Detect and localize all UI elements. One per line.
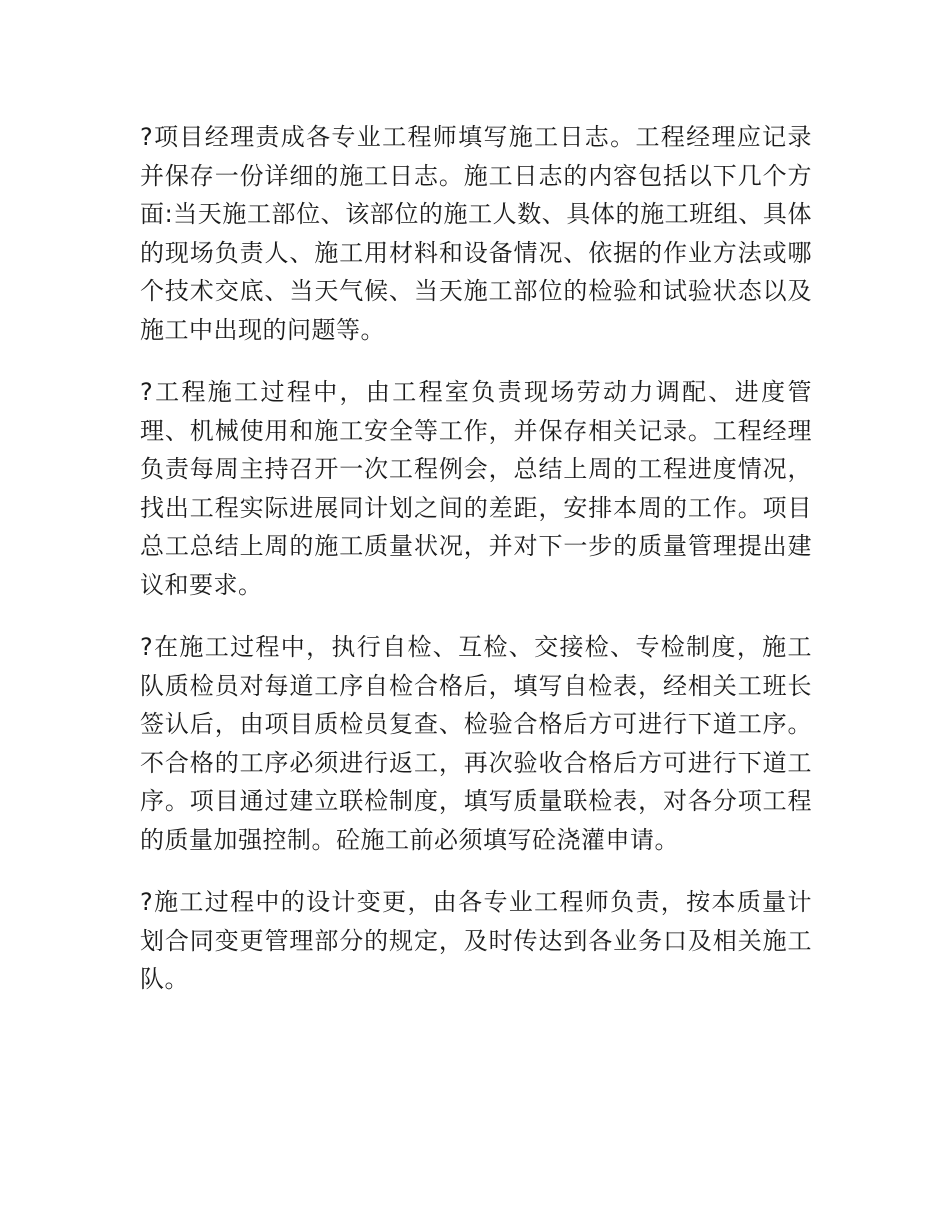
paragraph-inspection-system: ?在施工过程中，执行自检、互检、交接检、专检制度，施工队质检员对每道工序自检合格后，填写自检表，经相关工班长签认后，由项目质检员复查、检验合格后方可进行下道工序。不合格的工序必须进行返工，再次验收合格后方可进行下道工序。项目通过建立联检制度，填写质量联检表，对各分项工程的质量加强控制。砼施工前必须填写砼浇灌申请。 [140,633,812,854]
paragraph-construction-log: ?项目经理责成各专业工程师填写施工日志。工程经理应记录并保存一份详细的施工日志。施工日志的内容包括以下几个方面:当天施工部位、该部位的施工人数、具体的施工班组、具体的现场负责人、施工用材料和设备情况、依据的作业方法或哪个技术交底、当天气候、当天施工部位的检验和试验状态以及施工中出现的问题等。 [140,123,812,344]
paragraph-design-change: ?施工过程中的设计变更，由各专业工程师负责，按本质量计划合同变更管理部分的规定，及时传达到各业务口及相关施工队。 [140,888,812,993]
document-body [140,118,812,1023]
paragraph-construction-process: ?工程施工过程中，由工程室负责现场劳动力调配、进度管理、机械使用和施工安全等工作，并保存相关记录。工程经理负责每周主持召开一次工程例会，总结上周的工程进度情况，找出工程实际进展同计划之间的差距，安排本周的工作。项目总工总结上周的施工质量状况，并对下一步的质量管理提出建议和要求。 [140,378,812,599]
